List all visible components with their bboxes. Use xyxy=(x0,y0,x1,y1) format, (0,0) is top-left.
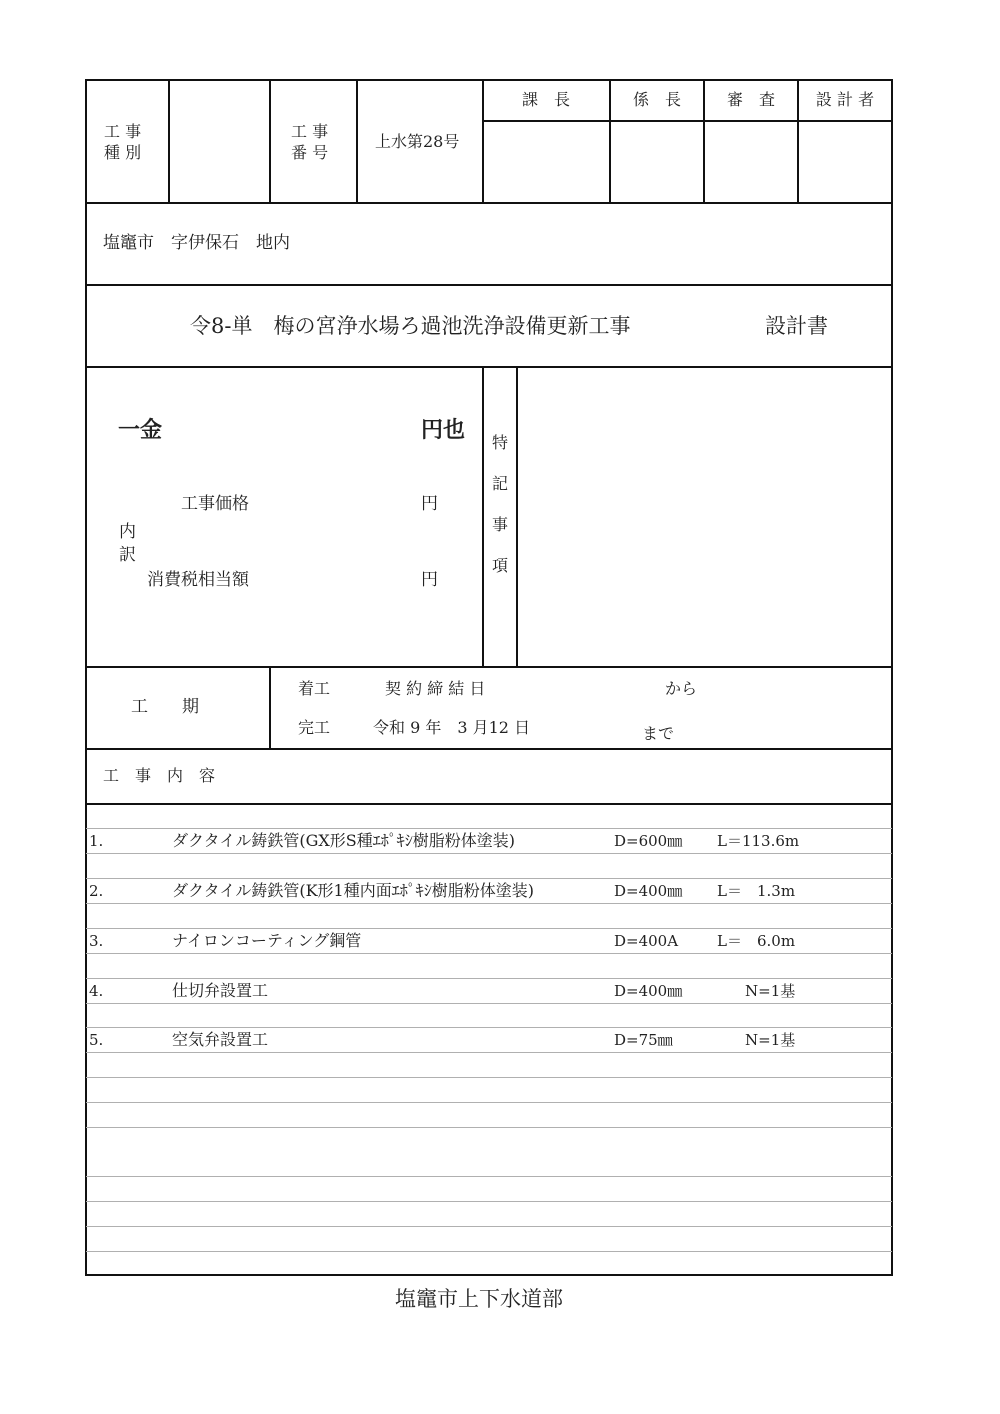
item-5-spec: D=75㎜ xyxy=(614,1031,673,1049)
ruled-line xyxy=(86,978,892,979)
ruled-line xyxy=(86,1027,892,1028)
item-1-name: ダクタイル鋳鉄管(GX形S種ｴﾎﾟｷｼ樹脂粉体塗装) xyxy=(172,831,515,850)
ruled-line xyxy=(86,1102,892,1103)
header-divider-1 xyxy=(168,80,170,203)
ruled-line xyxy=(86,1201,892,1202)
period-divider xyxy=(269,667,271,749)
item-2-number: 2. xyxy=(89,882,104,900)
frame-bottom xyxy=(85,1274,893,1276)
ruled-line xyxy=(86,953,892,954)
header-divider-3 xyxy=(356,80,358,203)
item-2-name: ダクタイル鋳鉄管(K形1種内面ｴﾎﾟｷｼ樹脂粉体塗装) xyxy=(172,881,534,900)
location-text: 塩竈市 字伊保石 地内 xyxy=(103,233,290,253)
item-4-name: 仕切弁設置工 xyxy=(172,981,269,1000)
ruled-line xyxy=(86,928,892,929)
ruled-line xyxy=(86,1077,892,1078)
section-divider-content xyxy=(86,803,892,805)
special-notes-area xyxy=(518,368,891,666)
start-suffix: から xyxy=(665,679,698,698)
item-1-number: 1. xyxy=(89,832,104,850)
tax-label: 消費税相当額 xyxy=(147,570,249,590)
approval-row-divider xyxy=(482,120,892,122)
item-3-qty: L＝ 6.0m xyxy=(717,932,796,950)
ruled-line xyxy=(86,828,892,829)
item-3-name: ナイロンコーティング鋼管 xyxy=(172,931,362,950)
total-amount-prefix: 一金 xyxy=(118,417,163,443)
frame-right xyxy=(891,79,893,1276)
header-divider-2 xyxy=(269,80,271,203)
ruled-line xyxy=(86,1226,892,1227)
item-5-number: 5. xyxy=(89,1031,104,1049)
ruled-line xyxy=(86,853,892,854)
construction-price-label: 工事価格 xyxy=(181,494,249,514)
approval-designer: 設 計 者 xyxy=(815,90,875,109)
special-notes-char-3: 事 xyxy=(491,515,508,534)
ruled-line xyxy=(86,1176,892,1177)
item-4-qty: N=1基 xyxy=(745,982,796,1000)
item-2-qty: L＝ 1.3m xyxy=(717,882,796,900)
item-4-number: 4. xyxy=(89,982,104,1000)
section-divider-header xyxy=(86,202,892,204)
work-number-label-2: 番 号 xyxy=(291,143,329,162)
ruled-line xyxy=(86,903,892,904)
item-5-qty: N=1基 xyxy=(745,1031,796,1049)
ruled-line xyxy=(86,1052,892,1053)
approval-section-chief: 課 長 xyxy=(521,90,570,109)
special-notes-char-4: 項 xyxy=(491,556,508,575)
item-1-qty: L＝113.6m xyxy=(717,832,800,850)
special-notes-char-1: 特 xyxy=(491,433,508,452)
work-type-label-1: 工 事 xyxy=(104,122,142,141)
ruled-line xyxy=(86,1003,892,1004)
section-divider-amount xyxy=(86,666,892,668)
breakdown-label-2: 訳 xyxy=(119,545,136,565)
end-label: 完工 xyxy=(298,718,331,737)
start-value: 契 約 締 結 日 xyxy=(385,679,486,698)
issuer-name: 塩竈市上下水道部 xyxy=(395,1287,563,1311)
ruled-line xyxy=(86,878,892,879)
section-divider-location xyxy=(86,284,892,286)
tax-unit: 円 xyxy=(421,570,438,590)
document-type: 設計書 xyxy=(765,314,828,338)
total-amount-suffix: 円也 xyxy=(421,417,466,443)
ruled-line xyxy=(86,1127,892,1128)
item-4-spec: D=400㎜ xyxy=(614,982,683,1000)
special-notes-label xyxy=(490,422,510,586)
breakdown-label-1: 内 xyxy=(119,522,136,542)
end-suffix: まで xyxy=(642,724,675,743)
period-label: 工 期 xyxy=(131,697,199,717)
construction-price-unit: 円 xyxy=(421,494,438,514)
item-3-number: 3. xyxy=(89,932,104,950)
item-3-spec: D=400A xyxy=(614,932,679,950)
approval-subsection-chief: 係 長 xyxy=(632,90,681,109)
special-notes-char-2: 記 xyxy=(491,474,508,493)
start-label: 着工 xyxy=(298,679,331,698)
content-header: 工 事 内 容 xyxy=(103,766,216,785)
approval-review: 審 査 xyxy=(726,90,775,109)
work-number-value: 上水第28号 xyxy=(375,132,460,151)
item-1-spec: D=600㎜ xyxy=(614,832,683,850)
work-number-label-1: 工 事 xyxy=(291,122,329,141)
frame-left xyxy=(85,79,87,1276)
work-type-label-2: 種 別 xyxy=(104,143,142,162)
notes-divider-left xyxy=(482,367,484,667)
end-value: 令和 9 年 3 月12 日 xyxy=(373,718,531,737)
frame-top xyxy=(85,79,893,81)
section-divider-period xyxy=(86,748,892,750)
item-2-spec: D=400㎜ xyxy=(614,882,683,900)
item-5-name: 空気弁設置工 xyxy=(172,1030,269,1049)
ruled-line xyxy=(86,1251,892,1252)
project-title: 令8-単 梅の宮浄水場ろ過池洗浄設備更新工事 xyxy=(190,314,631,338)
